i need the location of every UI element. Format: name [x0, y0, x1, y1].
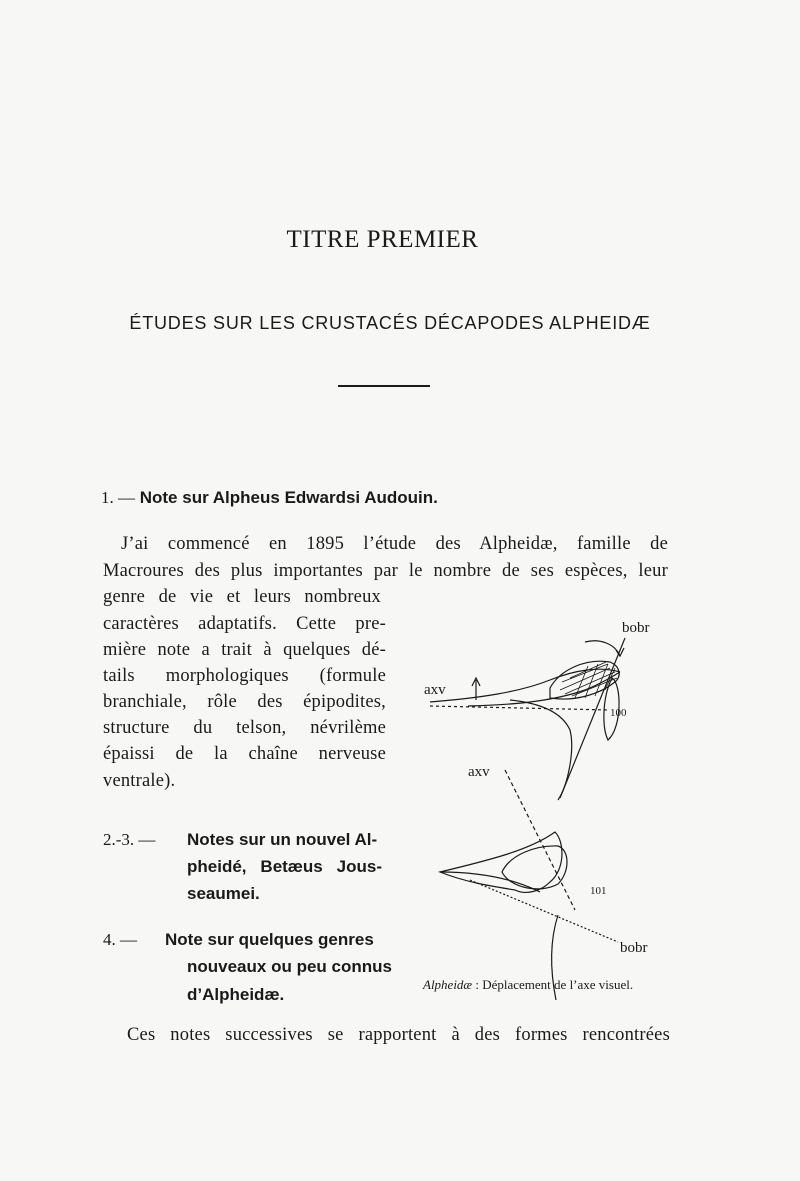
section-2-3-heading-line: pheidé, Betæus Jous-	[187, 857, 382, 876]
section-1-heading	[101, 488, 438, 508]
caption-text: : Déplacement de l’axe visuel.	[472, 977, 634, 992]
paragraph-1-line: J’ai commencé en 1895 l’étude des Alpheidæ, famille de	[121, 534, 668, 554]
label-axv-bottom: axv	[468, 764, 490, 780]
title-rule	[338, 385, 430, 387]
section-4-heading-line: nouveaux ou peu connus	[187, 957, 392, 976]
label-axv-left: axv	[424, 682, 446, 698]
figure-caption	[423, 977, 633, 993]
caption-italic: Alpheidæ	[423, 977, 473, 992]
paragraph-1-line: mière note a trait à quelques dé-	[103, 640, 386, 660]
section-1-number: 1. —	[101, 488, 135, 507]
paragraph-1-line: caractères adaptatifs. Cette pre-	[103, 614, 386, 634]
paragraph-1-line: genre de vie et leurs nombreux	[103, 587, 381, 607]
label-101: 101	[590, 885, 607, 897]
closing-line: Ces notes successives se rapportent à des formes rencontrées	[127, 1025, 670, 1045]
alpheidae-eye-figure	[410, 610, 690, 1010]
paragraph-1-line: ventrale).	[103, 771, 176, 791]
paragraph-1-line: structure du telson, névrilème	[103, 718, 386, 738]
rotation-arc	[585, 641, 620, 656]
label-bobr-top: bobr	[622, 620, 650, 636]
section-2-3-heading-line: seaumei.	[187, 884, 260, 903]
page-title: TITRE PREMIER	[286, 226, 479, 253]
section-2-3-number: 2.-3. —	[103, 830, 156, 849]
upper-body-outline	[430, 669, 620, 702]
section-4-number: 4. —	[103, 930, 137, 949]
paragraph-1-line: épaissi de la chaîne nerveuse	[103, 744, 386, 764]
label-100: 100	[610, 707, 627, 719]
eye-stalk-outline	[510, 700, 572, 800]
paragraph-1-line: tails morphologiques (formule	[103, 666, 386, 686]
paragraph-1-line: Macroures des plus importantes par le nombre de ses espèces, leur	[103, 561, 668, 581]
page-subtitle: ÉTUDES SUR LES CRUSTACÉS DÉCAPODES ALPHEIDÆ	[129, 313, 651, 333]
upper-body-outline-inner	[468, 672, 620, 706]
paragraph-1-line: branchiale, rôle des épipodites,	[103, 692, 386, 712]
section-4-heading-line: d’Alpheidæ.	[187, 985, 285, 1004]
axv-line-horizontal	[430, 706, 610, 710]
upper-cornea	[550, 661, 619, 699]
label-bobr-bottom: bobr	[620, 940, 648, 956]
section-4-heading-line: Note sur quelques genres	[165, 930, 374, 949]
lower-body-outline	[440, 832, 562, 892]
section-1-title: Note sur Alpheus Edwardsi Audouin.	[139, 488, 438, 507]
section-2-3-heading-line: Notes sur un nouvel Al-	[187, 830, 378, 849]
